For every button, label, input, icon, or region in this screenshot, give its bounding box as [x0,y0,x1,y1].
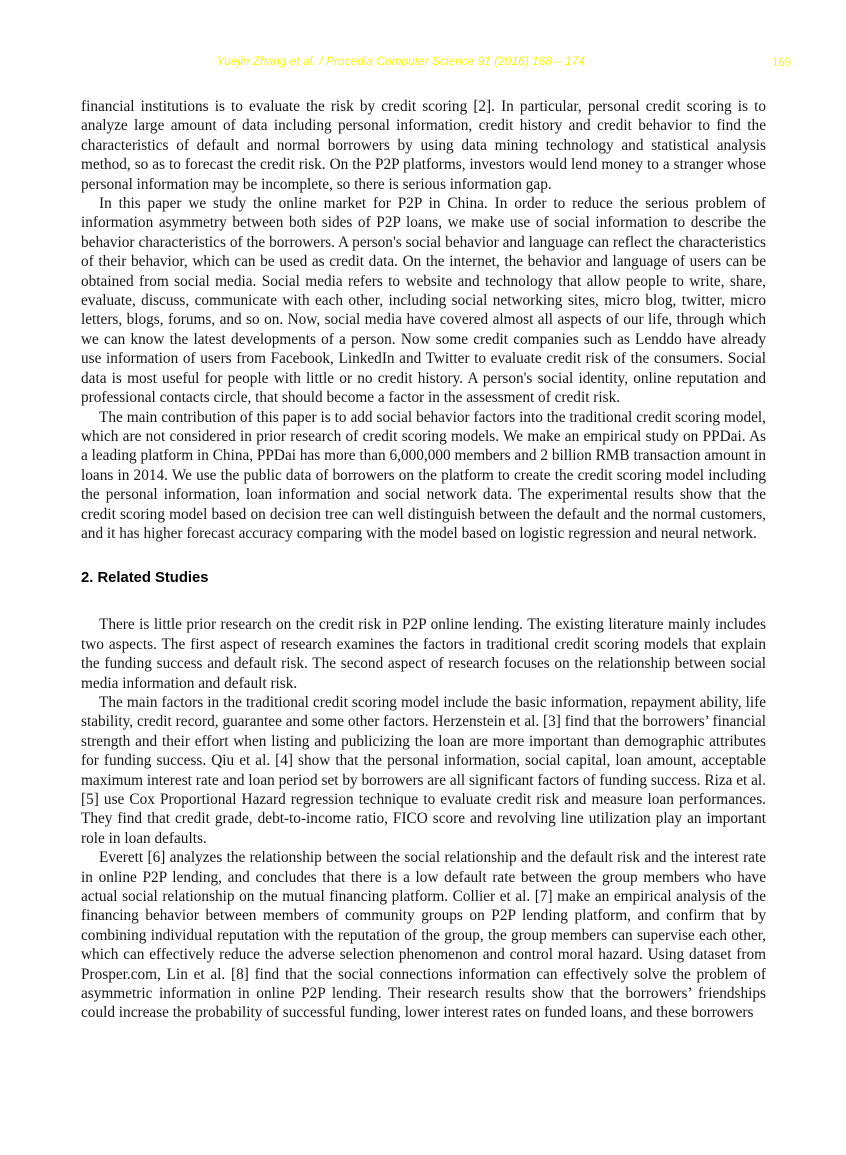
paragraph-related-3: Everett [6] analyzes the relationship between the social relationship and the default risk and the interest rate in online P2P lending, and concludes that there is a low default rate between the group members who have actual social relationship on the mutual financing platform. Collier et al. [7] make an empirical analysis of the financing behavior between members of community groups on P2P lending platform, and confirm that by combining individual reputation with the reputation of the group, the group members can supervise each other, which can effectively reduce the adverse selection phenomenon and control moral hazard. Using dataset from Prosper.com, Lin et al. [8] find that the social connections information can effectively solve the problem of asymmetric information in online P2P lending. Their research results show that the borrowers’ friendships could increase the probability of successful funding, lower interest rates on funded loans, and these borrowers [81,849,766,1022]
paragraph-related-2: The main factors in the traditional credit scoring model include the basic information, repayment ability, life stability, credit record, guarantee and some other factors. Herzenstein et al. [3] find that the borrowers’ financial strength and their effort when listing and publicizing the loan are more important than demographic attributes for funding success. Qiu et al. [4] show that the personal information, social capital, loan amount, acceptable maximum interest rate and loan period set by borrowers are all significant factors of funding success. Riza et al. [5] use Cox Proportional Hazard regression technique to evaluate credit risk and measure loan performances. They find that credit grade, debt-to-income ratio, FICO score and revolving line utilization play an important role in loan defaults. [81,693,766,847]
section-heading-related-studies: 2. Related Studies [81,570,209,587]
paragraph-intro-2: In this paper we study the online market for P2P in China. In order to reduce the serious problem of information asymmetry between both sides of P2P loans, we make use of social information to describe the behavior characteristics of the borrowers. A person's social behavior and language can reflect the characteristics of their behavior, which can be used as credit data. On the internet, the behavior and language of users can be obtained from social media. Social media refers to website and technology that allow people to write, share, evaluate, discuss, communicate with each other, including social networking sites, micro blog, twitter, micro letters, blogs, forums, and so on. Now, social media have covered almost all aspects of our life, through which we can know the latest developments of a person. Now some credit companies such as Lenddo have already use information of users from Facebook, LinkedIn and Twitter to evaluate credit risk of the consumers. Social data is most useful for people with little or no credit history. A person's social identity, online reputation and professional contacts circle, that should become a factor in the assessment of credit risk. [81,195,766,407]
paragraph-intro-3: The main contribution of this paper is to add social behavior factors into the traditional credit scoring model, which are not considered in prior research of credit scoring models. We make an empirical study on PPDai. As a leading platform in China, PPDai has more than 6,000,000 members and 2 billion RMB transaction amount in loans in 2014. We use the public data of borrowers on the platform to create the credit scoring model including the personal information, loan information and social network data. The experimental results show that the credit scoring model based on decision tree can well distinguish between the default and the normal customers, and it has higher forecast accuracy comparing with the model based on logistic regression and neural network. [81,408,766,542]
body-text-column [81,97,766,1023]
page-number: 169 [772,55,791,69]
running-head-citation: Yuejin Zhang et al. / Procedia Computer Science 91 (2016) 168 – 174 [216,56,586,68]
paragraph-intro-1: financial institutions is to evaluate the risk by credit scoring [2]. In particular, personal credit scoring is to analyze large amount of data including personal information, credit history and credit behavior to find the characteristics of default and normal borrowers by using data mining technology and statistical analysis method, so as to forecast the credit risk. On the P2P platforms, investors would lend money to a stranger whose personal information may be incomplete, so there is serious information gap. [81,98,766,193]
paragraph-related-1: There is little prior research on the credit risk in P2P online lending. The existing literature mainly includes two aspects. The first aspect of research examines the factors in traditional credit scoring models that explain the funding success and default risk. The second aspect of research focuses on the relationship between social media information and default risk. [81,616,766,692]
